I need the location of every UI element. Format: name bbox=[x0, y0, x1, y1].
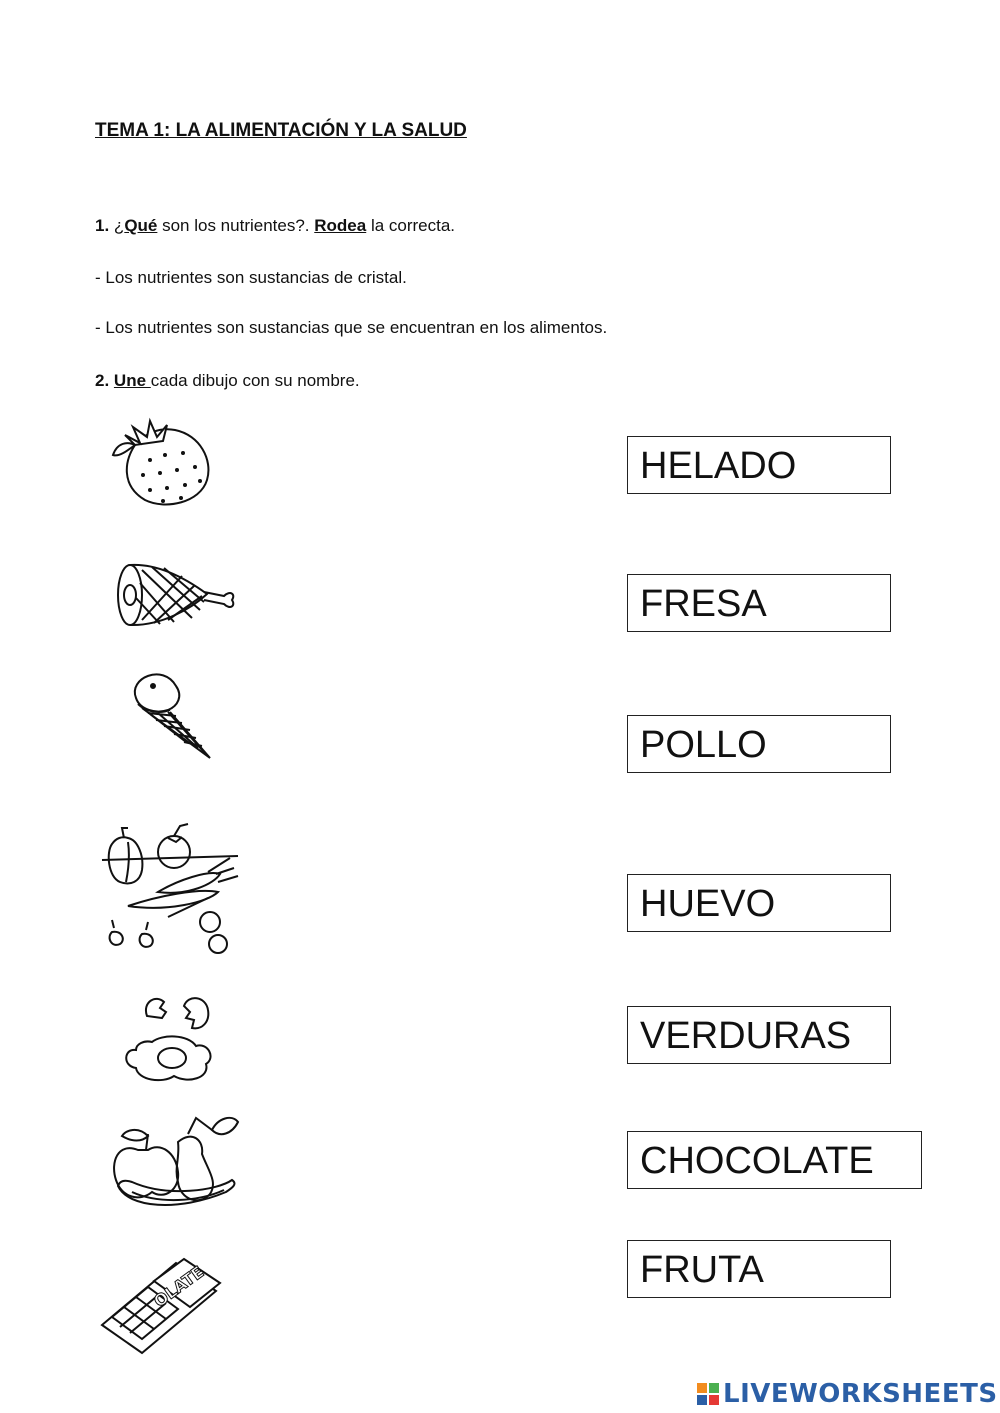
word-box-verduras[interactable]: VERDURAS bbox=[627, 1006, 891, 1064]
ice-cream-cone-icon[interactable] bbox=[128, 668, 218, 763]
word-box-huevo[interactable]: HUEVO bbox=[627, 874, 891, 932]
chocolate-bar-icon[interactable] bbox=[98, 1255, 228, 1355]
logo-text: LIVEWORKSHEETS bbox=[723, 1379, 998, 1409]
word-box-pollo[interactable]: POLLO bbox=[627, 715, 891, 773]
strawberry-icon[interactable] bbox=[105, 415, 215, 510]
question-1: 1. ¿Qué son los nutrientes?. Rodea la correcta. bbox=[95, 216, 456, 235]
liveworksheets-logo[interactable] bbox=[697, 1376, 998, 1412]
logo-badge-icon bbox=[697, 1383, 719, 1405]
broken-egg-icon[interactable] bbox=[122, 988, 217, 1088]
ham-leg-icon[interactable] bbox=[112, 558, 237, 633]
word-box-helado[interactable]: HELADO bbox=[627, 436, 891, 494]
word-box-fresa[interactable]: FRESA bbox=[627, 574, 891, 632]
answer-option-2[interactable]: - Los nutrientes son sustancias que se encuentran en los alimentos. bbox=[95, 318, 608, 337]
chocolate-wrapper-text: OLATE bbox=[150, 1262, 208, 1311]
word-box-fruta[interactable]: FRUTA bbox=[627, 1240, 891, 1298]
worksheet-title: TEMA 1: LA ALIMENTACIÓN Y LA SALUD bbox=[95, 120, 467, 141]
fruits-icon[interactable] bbox=[108, 1112, 243, 1217]
question-number: 1. bbox=[95, 216, 110, 235]
word-box-chocolate[interactable]: CHOCOLATE bbox=[627, 1131, 922, 1189]
answer-option-1[interactable]: - Los nutrientes son sustancias de cristal. bbox=[95, 268, 407, 287]
question-2: 2. Une cada dibujo con su nombre. bbox=[95, 371, 360, 390]
vegetables-icon[interactable] bbox=[98, 822, 243, 957]
question-number: 2. bbox=[95, 371, 110, 390]
